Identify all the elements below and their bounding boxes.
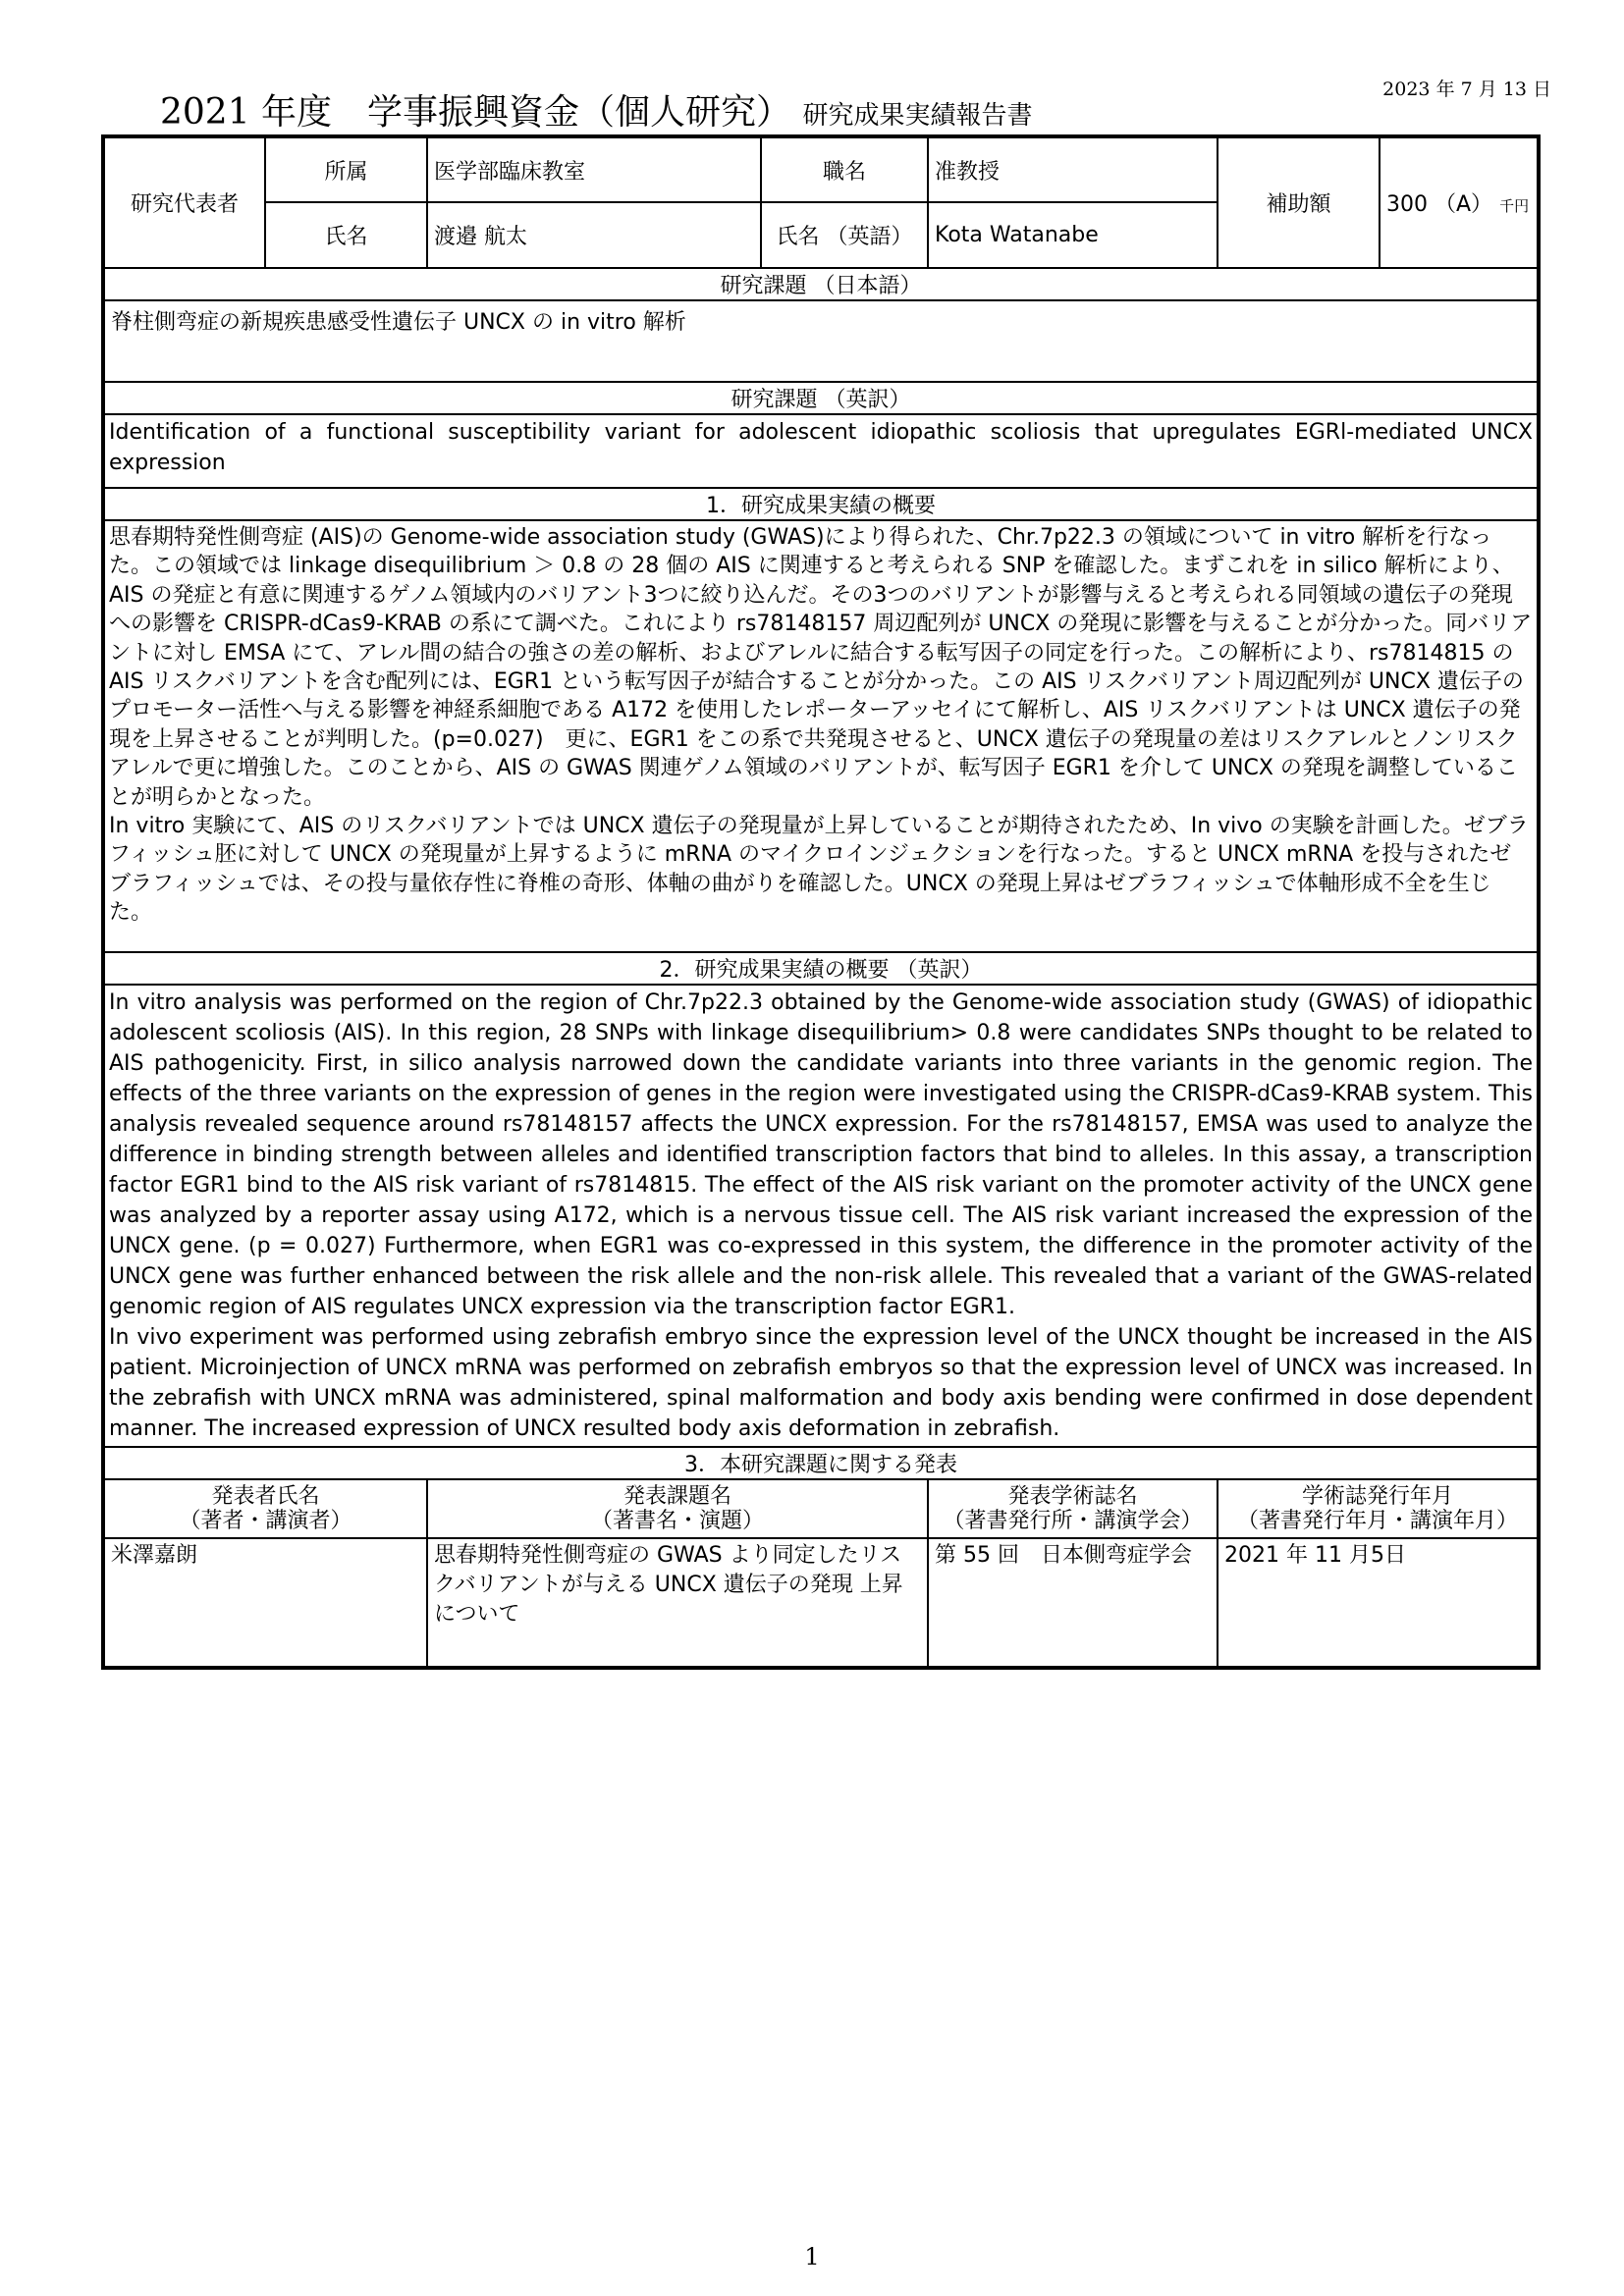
- report-title-sub: 研究成果実績報告書: [802, 101, 1033, 131]
- summary-en-body: [103, 985, 1539, 1447]
- topic-jp-heading: 研究課題 （日本語）: [103, 268, 1539, 300]
- presentations-heading: 3．本研究課題に関する発表: [103, 1447, 1539, 1479]
- summary-jp-para1: 思春期特発性側弯症 (AIS)の Genome-wide association study (GWAS)により得られた、Chr.7p22.3 の領域について in vitro 解析を行なった。この領域では linkage disequilibrium ＞ 0.8 の 28 個の AIS に関連すると考えられる SNP を確認した。まずこれを in silico 解析により、AIS の発症と有意に関連するゲノム領域内のバリアント3つに絞り込んだ。その3つのバリアントが影響与えると考えられる同領域の遺伝子の発現への影響を CRISPR-dCas9-KRAB の系にて調べた。これにより rs78148157 周辺配列が UNCX の発現に影響を与えることが分かった。同バリアントに対し EMSA にて、アレル間の結合の強さの差の解析、およびアレルに結合する転写因子の同定を行った。この解析により、rs7814815 の AIS リスクバリアントを含む配列には、EGR1 という転写因子が結合することが分かった。この AIS リスクバリアント周辺配列が UNCX 遺伝子のプロモーター活性へ与える影響を神経系細胞である A172 を使用したレポーターアッセイにて解析し、AIS リスクバリアントは UNCX 遺伝子の発現を上昇させることが判明した。(p=0.027) 更に、EGR1 をこの系で共発現させると、UNCX 遺伝子の発現量の差はリスクアレルとノンリスクアレルで更に増強した。このことから、AIS の GWAS 関連ゲノム領域のバリアントが、転写因子 EGR1 を介して UNCX の発現を調整していることが明らかとなった。: [109, 525, 1533, 810]
- pres-header-title: 発表課題名 （著書名・演題）: [427, 1479, 928, 1538]
- summary-jp-body: [103, 520, 1539, 952]
- name-en-label: 氏名 （英語）: [761, 202, 928, 268]
- report-title-main: 2021 年度 学事振興資金（個人研究）: [160, 92, 792, 133]
- name-value: 渡邉 航太: [427, 202, 761, 268]
- topic-jp-text: 脊柱側弯症の新規疾患感受性遺伝子 UNCX の in vitro 解析: [103, 300, 1539, 382]
- table-row: [103, 1538, 1539, 1668]
- topic-en-text: Identification of a functional susceptibility variant for adolescent idiopathic scoliosis that upregulates EGRl-mediated UNCX expression: [103, 414, 1539, 488]
- pres-header-date: 学術誌発行年月 （著書発行年月・講演年月）: [1218, 1479, 1539, 1538]
- pres-title: 思春期特発性側弯症の GWAS より同定したリスクバリアントが与える UNCX 遺伝子の発現 上昇について: [427, 1538, 928, 1668]
- pres-venue: 第 55 回 日本側弯症学会: [928, 1538, 1218, 1668]
- report-form: [101, 134, 1541, 1670]
- pres-header-presenter: 発表者氏名 （著者・講演者）: [103, 1479, 427, 1538]
- summary-en-para2: In vivo experiment was performed using zebrafish embryo since the expression level of the UNCX thought be increased in the AIS patient. Microinjection of UNCX mRNA was performed on zebrafish embryos so that the expression level of UNCX was increased. In the zebrafish with UNCX mRNA was administered, spinal malformation and body axis bending were confirmed in dose dependent manner. The increased expression of UNCX resulted body axis deformation in zebrafish.: [109, 1325, 1534, 1441]
- affiliation-label: 所属: [265, 136, 427, 202]
- rep-label: 研究代表者: [103, 136, 265, 268]
- topic-en-heading: 研究課題 （英訳）: [103, 382, 1539, 414]
- pres-date: 2021 年 11 月5日: [1218, 1538, 1539, 1668]
- summary-en-para1: In vitro analysis was performed on the region of Chr.7p22.3 obtained by the Genome-wide association study (GWAS) of idiopathic adolescent scoliosis (AIS). In this region, 28 SNPs with linkage disequilibrium> 0.8 were candidates SNPs thought to be related to AIS pathogenicity. First, in silico analysis narrowed down the candidate variants into three variants in the genomic region. The effects of the three variants on the expression of genes in the region were investigated using the CRISPR-dCas9-KRAB system. This analysis revealed sequence around rs78148157 affects the UNCX expression. For the rs78148157, EMSA was used to analyze the difference in binding strength between alleles and identified transcription factors that bind to alleles. In this assay, a transcription factor EGR1 bind to the AIS risk variant of rs7814815. The effect of the AIS risk variant on the promoter activity of the UNCX gene was analyzed by a reporter assay using A172, which is a nervous tissue cell. The AIS risk variant increased the expression of the UNCX gene. (p = 0.027) Furthermore, when EGR1 was co-expressed in this system, the difference in the promoter activity of the UNCX gene was further enhanced between the risk allele and the non-risk allele. This revealed that a variant of the GWAS-related genomic region of AIS regulates UNCX expression via the transcription factor EGR1.: [109, 990, 1534, 1319]
- report-date: 2023 年 7 月 13 日: [1382, 79, 1551, 100]
- position-label: 職名: [761, 136, 928, 202]
- pres-presenter: 米澤嘉朗: [103, 1538, 427, 1668]
- summary-en-heading: 2．研究成果実績の概要 （英訳）: [103, 952, 1539, 985]
- grant-label: 補助額: [1218, 136, 1380, 268]
- name-en-value: Kota Watanabe: [928, 202, 1218, 268]
- name-label: 氏名: [265, 202, 427, 268]
- page-number: 1: [804, 2243, 820, 2270]
- affiliation-value: 医学部臨床教室: [427, 136, 761, 202]
- summary-jp-para2: In vitro 実験にて、AIS のリスクバリアントでは UNCX 遺伝子の発現量が上昇していることが期待されたため、In vivo の実験を計画した。ゼブラフィッシュ胚に対して UNCX の発現量が上昇するように mRNA のマイクロインジェクションを行なった。すると UNCX mRNA を投与されたゼブラフィッシュでは、その投与量依存性に脊椎の奇形、体軸の曲がりを確認した。UNCX の発現上昇はゼブラフィッシュで体軸形成不全を生じた。: [109, 814, 1529, 926]
- report-title: [160, 84, 1240, 134]
- grant-amount: [1380, 136, 1539, 268]
- grant-unit: 千円: [1499, 197, 1530, 215]
- summary-jp-heading: 1．研究成果実績の概要: [103, 488, 1539, 520]
- pres-header-venue: 発表学術誌名 （著書発行所・講演学会）: [928, 1479, 1218, 1538]
- grant-amount-value: 300 （A）: [1386, 192, 1493, 217]
- position-value: 准教授: [928, 136, 1218, 202]
